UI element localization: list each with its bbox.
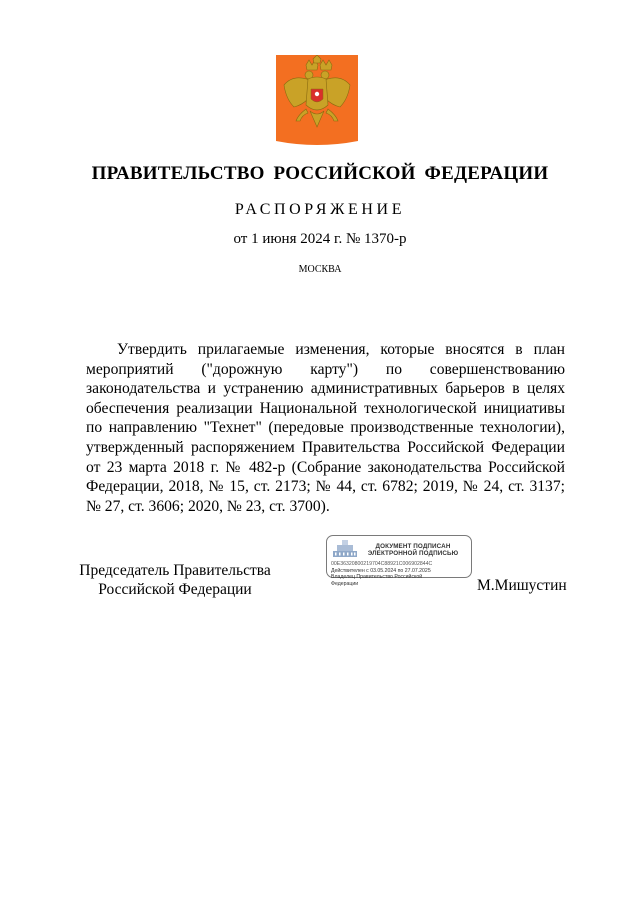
coat-of-arms-icon	[276, 55, 358, 145]
certificate-owner-line1: Владелец Правительство Российской	[331, 574, 423, 581]
stamp-title-line2: ЭЛЕКТРОННОЙ ПОДПИСЬЮ	[367, 550, 459, 557]
signatory-position	[70, 561, 280, 599]
government-title: ПРАВИТЕЛЬСТВО РОССИЙСКОЙ ФЕДЕРАЦИИ	[91, 163, 549, 184]
electronic-signature-stamp	[326, 535, 472, 587]
signatory-name: М.Мишустин	[477, 577, 567, 594]
body-paragraph: Утвердить прилагаемые изменения, которые вносятся в план мероприятий ("дорожную карту") по совершенствованию законодательства и устранению административных барьеров в целях обеспечения реализации Национальной технологической инициативы по направлению "Технет" (передовые производственные технологии), утвержденный распоряжением Правительства Российской Федерации от 23 марта 2018 г. № 482-р (Собрание законодательства Российской Федерации, 2018, № 15, ст. 2173; № 44, ст. 6782; 2019, № 24, ст. 3137; № 27, ст. 3606; 2020, № 23, ст. 3700).	[86, 341, 565, 515]
signatory-position-line1: Председатель Правительства	[79, 562, 271, 579]
certificate-serial: 00E36320800219704C88921C006902844C	[331, 561, 433, 567]
certificate-owner-line2: Федерации	[331, 580, 359, 587]
document-date-number: от 1 июня 2024 г. № 1370-р	[233, 231, 407, 247]
government-building-icon	[331, 539, 359, 561]
stamp-title	[359, 543, 467, 558]
stamp-title-line1: ДОКУМЕНТ ПОДПИСАН	[375, 542, 451, 550]
certificate-validity: Действителен с 03.05.2024 по 27.07.2025	[331, 567, 431, 574]
signatory-position-line2: Российской Федерации	[98, 581, 252, 598]
document-city: МОСКВА	[298, 264, 342, 275]
document-type: РАСПОРЯЖЕНИЕ	[234, 201, 406, 218]
